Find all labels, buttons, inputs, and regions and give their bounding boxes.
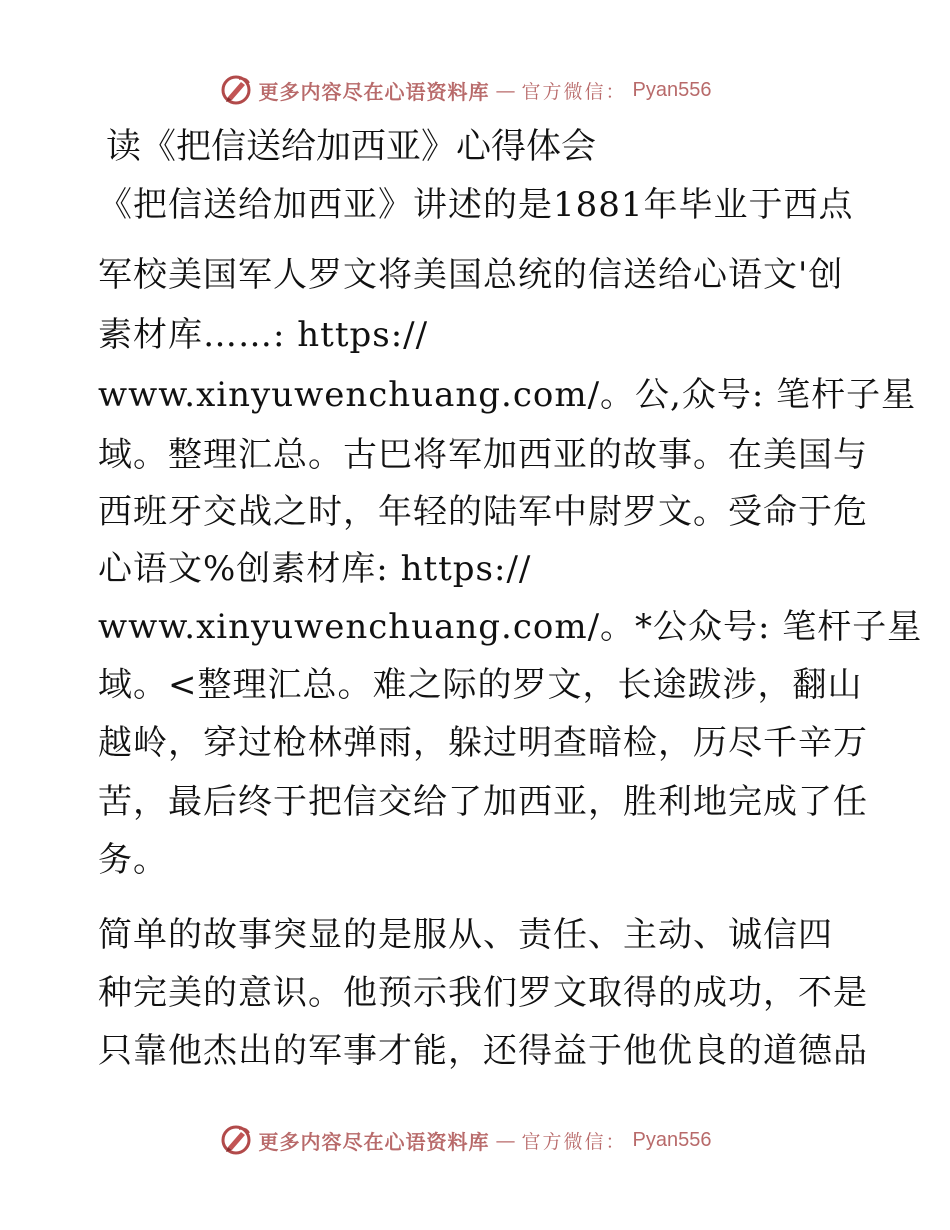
document-title: 读《把信送给加西亚》心得体会 (106, 127, 597, 167)
body-line: www.xinyuwenchuang.com/。*公众号: 笔杆子星 (98, 607, 923, 647)
footer-banner (0, 1120, 950, 1160)
body-line: 域。整理汇总。古巴将军加西亚的故事。在美国与 (98, 435, 868, 475)
body-line: 心语文%创素材库: https:// (98, 549, 532, 589)
body-line: 素材库……: https:// (98, 315, 429, 355)
body-line: 越岭，穿过枪林弹雨，躲过明查暗检，历尽千辛万 (98, 723, 868, 763)
footer-wechat-label: 官方微信： (521, 1130, 627, 1153)
body-line: 只靠他杰出的军事才能，还得益于他优良的道德品 (98, 1031, 868, 1071)
body-line: 简单的故事突显的是服从、责任、主动、诚信四 (98, 915, 833, 955)
body-line: 域。<整理汇总。难之际的罗文，长途跋涉，翻山 (98, 665, 863, 705)
body-line: 种完美的意识。他预示我们罗文取得的成功，不是 (98, 973, 868, 1013)
body-line: www.xinyuwenchuang.com/。公,众号: 笔杆子星 (98, 375, 917, 415)
footer-banner-content (219, 1123, 712, 1157)
header-banner-content (219, 73, 712, 107)
body-line: 苦，最后终于把信交给了加西亚，胜利地完成了任 (98, 782, 868, 822)
footer-site-text: 更多内容尽在心语资料库 (258, 1129, 490, 1154)
header-banner (0, 70, 950, 110)
header-dash: — (495, 78, 516, 102)
header-wechat-handle: Pyan556 (632, 78, 712, 101)
pen-logo-icon (219, 1123, 253, 1157)
body-line: 西班牙交战之时，年轻的陆军中尉罗文。受命于危 (98, 492, 868, 532)
body-line: 《把信送给加西亚》讲述的是1881年毕业于西点 (98, 185, 854, 225)
body-line: 军校美国军人罗文将美国总统的信送给心语文'创 (98, 255, 844, 295)
header-site-text: 更多内容尽在心语资料库 (258, 79, 490, 104)
footer-dash: — (495, 1128, 516, 1152)
body-line: 务。 (98, 840, 168, 880)
pen-logo-icon (219, 73, 253, 107)
footer-wechat-handle: Pyan556 (632, 1128, 712, 1151)
header-wechat-label: 官方微信： (521, 80, 627, 103)
